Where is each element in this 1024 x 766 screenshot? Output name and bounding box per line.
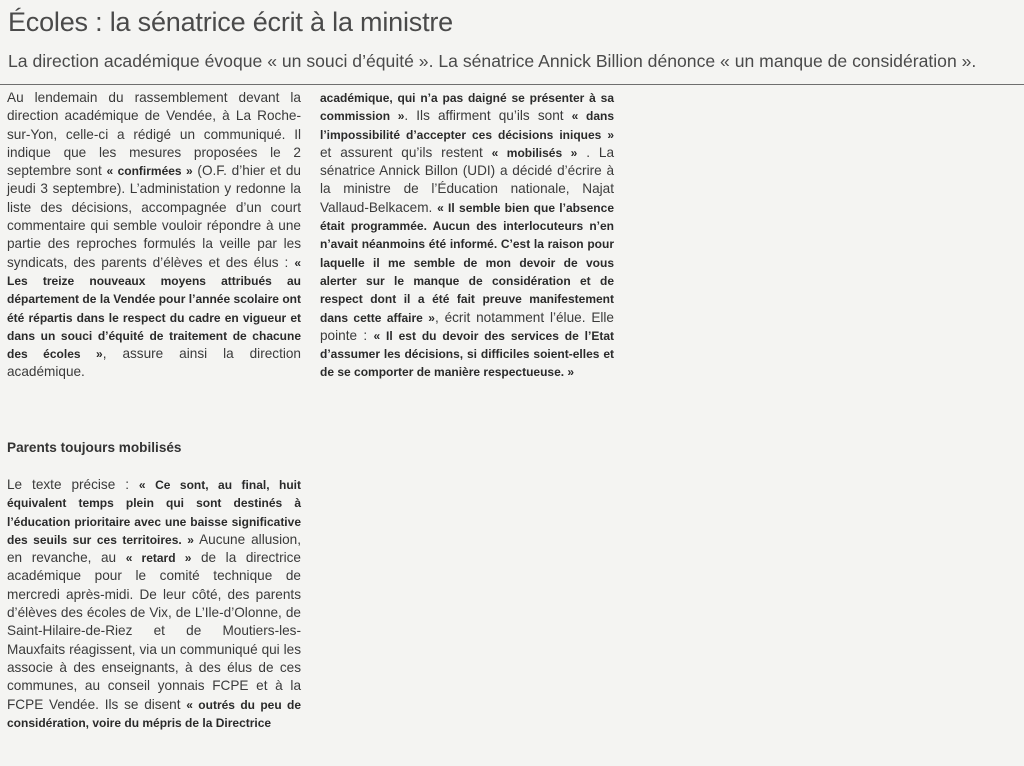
quote: « Il est du devoir des services de l’Etat d’assumer les décisions, si difficiles soient-elles et de se comporter de manière respectueuse. »: [320, 328, 614, 380]
text-run: de la directrice académique pour le comité technique de mercredi après-midi. De leur côté, des parents d’élèves des écoles de Vix, de L’Ile-d’Olonne, de Saint-Hilaire-de-Riez et de Moutiers-les-Mauxfaits réagissent, via un communiqué qui les associe à des enseignants, à des élus de ces communes, au conseil yonnais FCPE et à la FCPE Vendée. Ils se disent: [7, 550, 301, 712]
quote: « Il semble bien que l’absence était programmée. Aucun des interlocuteurs n’en n’avait néanmoins été informé. C’est la raison pour laquelle il me semble de mon devoir de vous alerter sur le manque de considération et de respect dont il a été fait preuve manifestement dans cette affaire »: [320, 200, 614, 325]
text-run: , écrit notamment l’élue. Elle pointe :: [320, 309, 614, 343]
article-column-1-continued: [7, 476, 301, 732]
quote: « mobilisés »: [491, 145, 578, 160]
article-column-2: [320, 89, 614, 382]
text-run: (O.F. d’hier et du jeudi 3 septembre). L’administation y redonne la liste des décisions, accompagnée d’un court commentaire qui semble vouloir répondre à une partie des reproches formulés la veille par les syndicats, des parents d’élèves et des élus :: [7, 163, 301, 270]
article-column-1: [7, 89, 301, 382]
paragraph-1: [7, 89, 301, 382]
quote: « confirmées »: [106, 164, 193, 179]
text-run: Aucune allusion, en revanche, au: [7, 531, 301, 566]
quote: académique, qui n’a pas daigné se présenter à sa commission »: [320, 91, 614, 124]
quote: « retard »: [125, 551, 192, 566]
text-run: Le texte précise :: [7, 477, 139, 492]
quote: « outrés du peu de considération, voire du mépris de la Directrice: [7, 697, 301, 730]
quote: « dans l’impossibilité d’accepter ces décisions iniques »: [320, 109, 615, 142]
paragraph-3: [320, 89, 614, 382]
text-run: et assurent qu’ils restent: [320, 144, 492, 160]
header-divider: [0, 84, 1024, 85]
quote: « Ce sont, au final, huit équivalent temps plein qui sont destinés à l’éducation prioritaire avec une baisse significative des seuils sur ces territoires. »: [7, 478, 302, 547]
article-title: Écoles : la sénatrice écrit à la ministre: [8, 7, 453, 37]
text-run: . Ils affirment qu’ils sont: [404, 108, 572, 124]
section-subheading: Parents toujours mobilisés: [7, 440, 182, 455]
text-run: , assure ainsi la direction académique.: [7, 346, 301, 380]
text-run: . La sénatrice Annick Billon (UDI) a décidé d’écrire à la ministre de l’Éducation nationale, Najat Vallaud-Belkacem.: [320, 144, 615, 215]
text-run: Au lendemain du rassemblement devant la direction académique de Vendée, à La Roche-sur-Yon, celle-ci a rédigé un communiqué. Il indique que les mesures proposées le 2 septembre sont: [7, 90, 301, 179]
article-subtitle: La direction académique évoque « un souci d’équité ». La sénatrice Annick Billion dénonce « un manque de considération ».: [8, 51, 977, 71]
paragraph-2: [7, 476, 301, 732]
quote: « Les treize nouveaux moyens attribués au département de la Vendée pour l’année scolaire ont été répartis dans le respect du cadre en vigueur et dans un souci d’équité de traitement de chacune des écoles »: [7, 255, 301, 362]
